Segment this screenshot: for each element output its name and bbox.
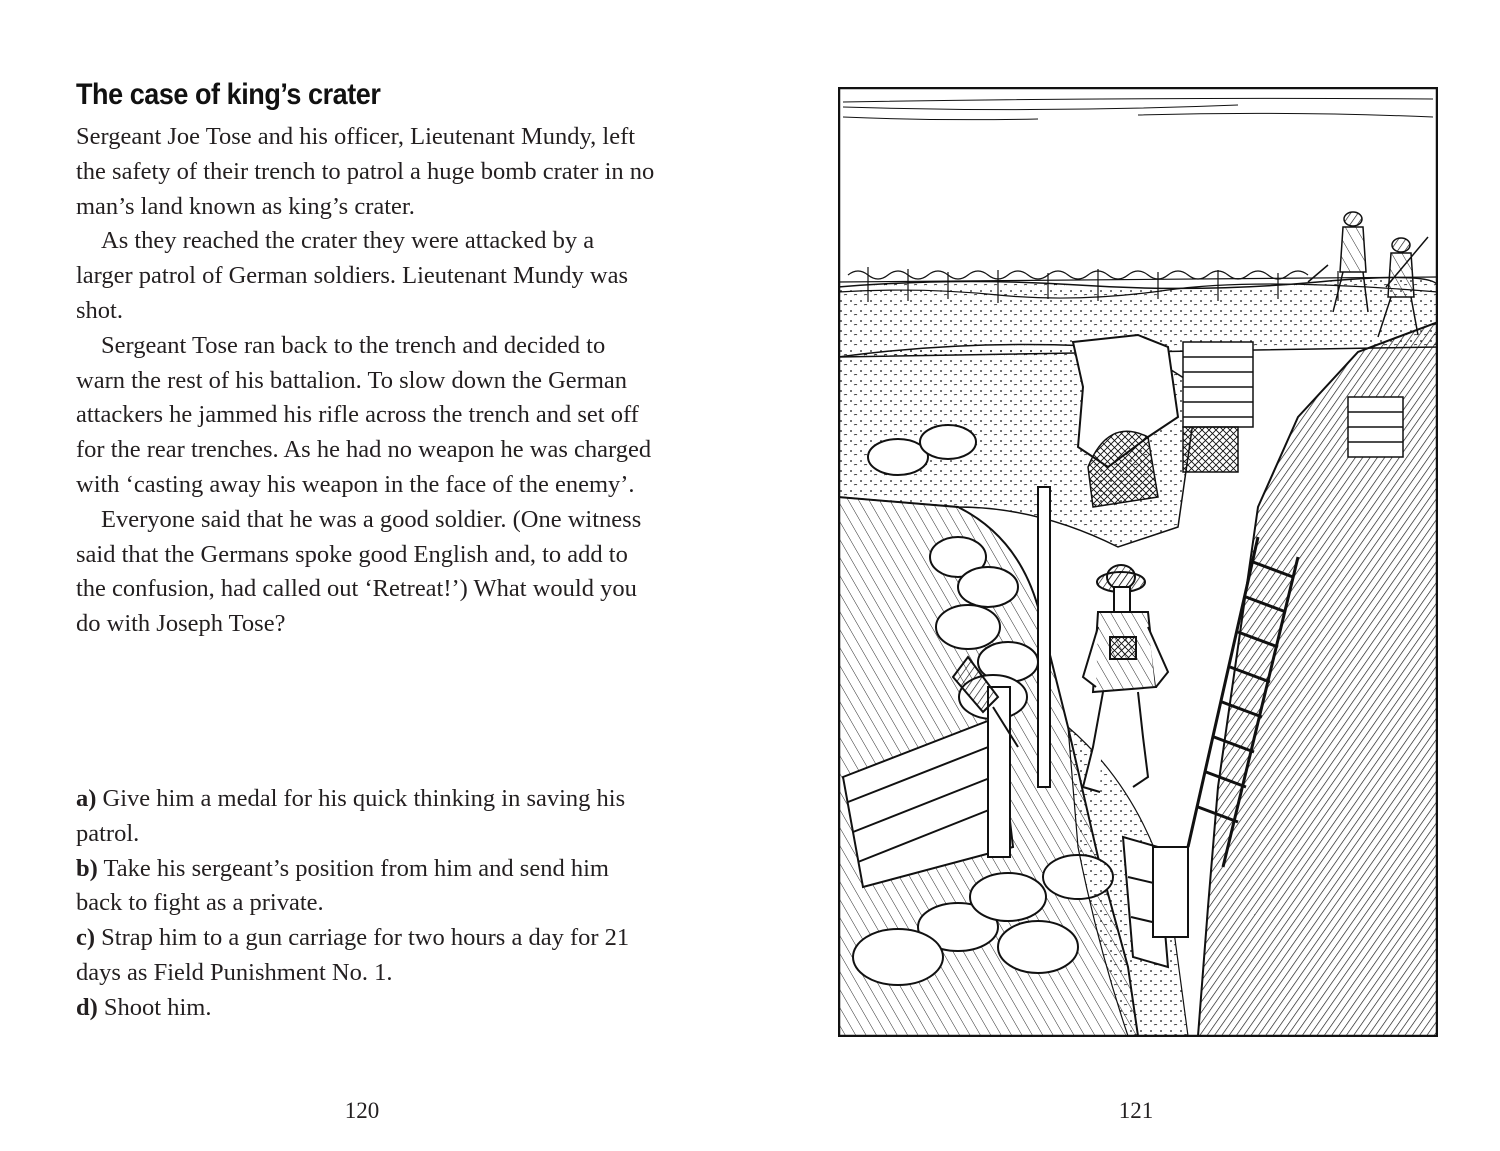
story-text bbox=[76, 120, 656, 642]
option-c bbox=[76, 921, 656, 991]
option-letter: c) bbox=[76, 924, 96, 952]
option-letter: b) bbox=[76, 854, 98, 882]
page-number: 121 bbox=[1118, 1098, 1154, 1123]
page-number: 120 bbox=[344, 1098, 380, 1123]
paragraph: Sergeant Joe Tose and his officer, Lieutenant Mundy, left the safety of their trench to patrol a huge bomb crater in no man’s land known as king’s crater. bbox=[76, 123, 655, 220]
trench-illustration bbox=[838, 87, 1438, 1037]
option-text: Strap him to a gun carriage for two hours a day for 21 days as Field Punishment No. 1. bbox=[76, 924, 630, 986]
right-page bbox=[750, 0, 1500, 1151]
option-text: Shoot him. bbox=[103, 993, 212, 1021]
trench-drawing bbox=[838, 87, 1438, 1037]
paragraph: As they reached the crater they were attacked by a larger patrol of German soldiers. Lieutenant Mundy was shot. bbox=[76, 227, 629, 324]
option-letter: a) bbox=[76, 785, 97, 812]
paragraph: Sergeant Tose ran back to the trench and decided to warn the rest of his battalion. To slow down the German attackers he jammed his rifle across the trench and set off for the rear trenches. As he had no weapon he was charged with ‘casting away his weapon in the face of the enemy’. bbox=[76, 331, 652, 498]
page-heading: The case of king’s crater bbox=[76, 78, 381, 111]
option-a bbox=[76, 782, 656, 852]
paragraph: Everyone said that he was a good soldier. (One witness said that the Germans spoke good English and, to add to the confusion, had called out ‘Retreat!’) What would you do with Joseph Tose? bbox=[76, 505, 642, 638]
option-b bbox=[76, 852, 656, 922]
option-d bbox=[76, 991, 656, 1026]
option-letter: d) bbox=[76, 993, 98, 1021]
option-text: Take his sergeant’s position from him and send him back to fight as a private. bbox=[76, 854, 609, 917]
option-text: Give him a medal for his quick thinking in saving his patrol. bbox=[76, 785, 626, 847]
answer-options bbox=[76, 782, 656, 1026]
